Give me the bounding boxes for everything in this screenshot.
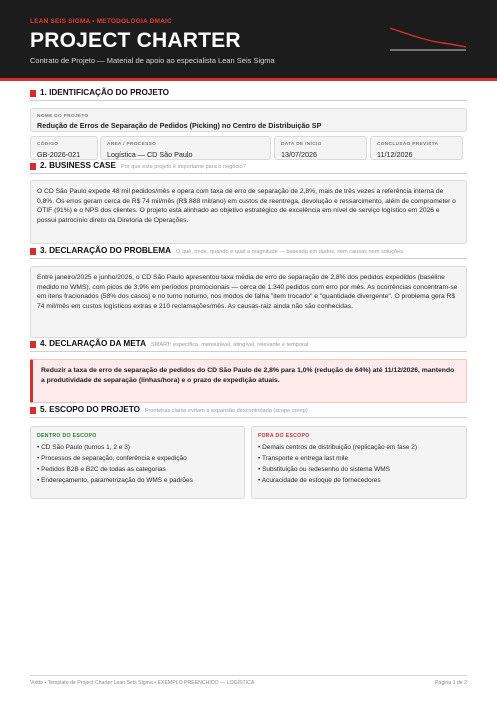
section-marker (30, 341, 36, 348)
area-field (100, 136, 271, 160)
section-title: 4. DECLARAÇÃO DA META SMART: específica, mensurável, atingível, relevante e temporal (40, 339, 309, 348)
section-marker (30, 248, 36, 255)
goal-text: Reduzir a taxa de erro de separação de pedidos do CD São Paulo de 2,8% para 1,0% (redução de 64%) até 11/12/2026, mantendo a produtividade de separação (linhas/hora) e o prazo de expedição atuais. (41, 367, 455, 384)
page-header (0, 0, 497, 80)
section-title: 1. IDENTIFICAÇÃO DO PROJETO (40, 88, 170, 97)
section-scope (30, 404, 467, 418)
problem-text: Entre janeiro/2025 e junho/2026, o CD São Paulo apresentou taxa média de erro de separação de 2,8% dos pedidos expedidos (baseline medido no WMS), com picos de 3,9% em períodos promocionais — cerca de 1.340 pedidos com erro por mês. As ocorrências concentram-se em itens fracionados (58% dos casos) e no turno noturno, nos modos de falha "item trocado" e "quantidade divergente". O problema gera R$ 74 mil/mês em custos logísticos extras e 210 reclamações/mês. As causas-raiz ainda não são conhecidas. (37, 274, 458, 310)
problem-box (30, 266, 467, 338)
in-scope-box (30, 426, 245, 499)
section-header (30, 160, 467, 174)
project-name-value: Redução de Erros de Separação de Pedidos (Picking) no Centro de Distribuição SP (37, 121, 322, 130)
section-goal (30, 338, 467, 352)
footer-text: Voitto • Template de Project Charter Lean Seis Sigma • EXEMPLO PREENCHIDO — LOGÍSTICA (30, 680, 255, 686)
section-title: 5. ESCOPO DO PROJETO Fronteiras claras evitam a expansão descontrolada (scope creep) (40, 405, 308, 414)
section-identification (30, 87, 467, 101)
decorative-trend-icon (388, 24, 468, 54)
end-date-value: 11/12/2026 (377, 150, 413, 159)
list-item: • Pedidos B2B e B2C de todas as categorias (37, 464, 238, 475)
section-hint: SMART: específica, mensurável, atingível, relevante e temporal (150, 342, 309, 348)
out-scope-box (251, 426, 467, 499)
section-hint: Fronteiras claras evitam a expansão descontrolada (scope creep) (144, 408, 308, 414)
business-case-text: O CD São Paulo expede 48 mil pedidos/mês e opera com taxa de erro de separação de 2,8%, mais de três vezes a referência interna de 0,8%. Os erros geram cerca de R$ 74 mil/mês (R$ 888 mil/ano) em custos de reentrega, devolução e ressarcimento, além de comprometer o OTIF (91%) e o NPS dos clientes. O projeto está alinhado ao objetivo estratégico de excelência em nível de serviço logístico em 2026 e possui patrocínio direto da Diretoria de Operações. (37, 188, 456, 224)
header-eyebrow: LEAN SEIS SIGMA • METODOLOGIA DMAIC (30, 18, 172, 25)
list-item: • Acuracidade de estoque de fornecedores (258, 475, 460, 486)
out-scope-heading: FORA DO ESCOPO (258, 433, 310, 439)
field-label: NOME DO PROJETO (37, 114, 89, 119)
section-marker (30, 90, 36, 97)
list-item: • Transporte e entrega last mile (258, 453, 460, 464)
list-item: • CD São Paulo (turnos 1, 2 e 3) (37, 442, 238, 453)
section-header (30, 338, 467, 352)
field-label: ÁREA / PROCESSO (107, 142, 157, 147)
end-date-field (370, 136, 463, 160)
field-label: CÓDIGO (37, 142, 59, 147)
section-hint: Por que este projeto é importante para o negócio? (120, 164, 246, 170)
section-header (30, 87, 467, 101)
header-accent-bar (0, 78, 497, 81)
section-header (30, 245, 467, 259)
out-scope-list (258, 442, 460, 486)
business-case-box (30, 180, 467, 244)
section-problem (30, 245, 467, 259)
in-scope-list (37, 442, 238, 486)
section-title: 2. BUSINESS CASE Por que este projeto é importante para o negócio? (40, 161, 246, 170)
field-label: CONCLUSÃO PREVISTA (377, 142, 439, 147)
goal-box (30, 359, 467, 403)
footer-divider (30, 675, 467, 676)
section-marker (30, 407, 36, 414)
section-business-case (30, 160, 467, 174)
start-date-value: 13/07/2026 (281, 150, 317, 159)
field-label: DATA DE INÍCIO (281, 142, 322, 147)
code-value: GB-2026-021 (37, 150, 81, 159)
page-title: PROJECT CHARTER (30, 29, 241, 52)
section-title: 3. DECLARAÇÃO DO PROBLEMA O quê, onde, quando e qual a magnitude — baseada em dados, sem causas nem soluções. (40, 246, 405, 255)
list-item: • Demais centros de distribuição (replicação em fase 2) (258, 442, 460, 453)
page-number: Página 1 de 2 (434, 680, 467, 686)
list-item: • Endereçamento, parametrização do WMS e padrões (37, 475, 238, 486)
section-marker (30, 163, 36, 170)
list-item: • Processos de separação, conferência e expedição (37, 453, 238, 464)
code-field (30, 136, 98, 160)
area-value: Logística — CD São Paulo (107, 150, 193, 159)
start-date-field (274, 136, 367, 160)
project-name-field (30, 108, 467, 132)
in-scope-heading: DENTRO DO ESCOPO (37, 433, 97, 439)
section-header (30, 404, 467, 418)
section-hint: O quê, onde, quando e qual a magnitude — baseada em dados, sem causas nem soluções. (176, 249, 405, 255)
list-item: • Substituição ou redesenho do sistema WMS (258, 464, 460, 475)
page-subtitle: Contrato de Projeto — Material de apoio ao especialista Lean Seis Sigma (30, 56, 275, 65)
